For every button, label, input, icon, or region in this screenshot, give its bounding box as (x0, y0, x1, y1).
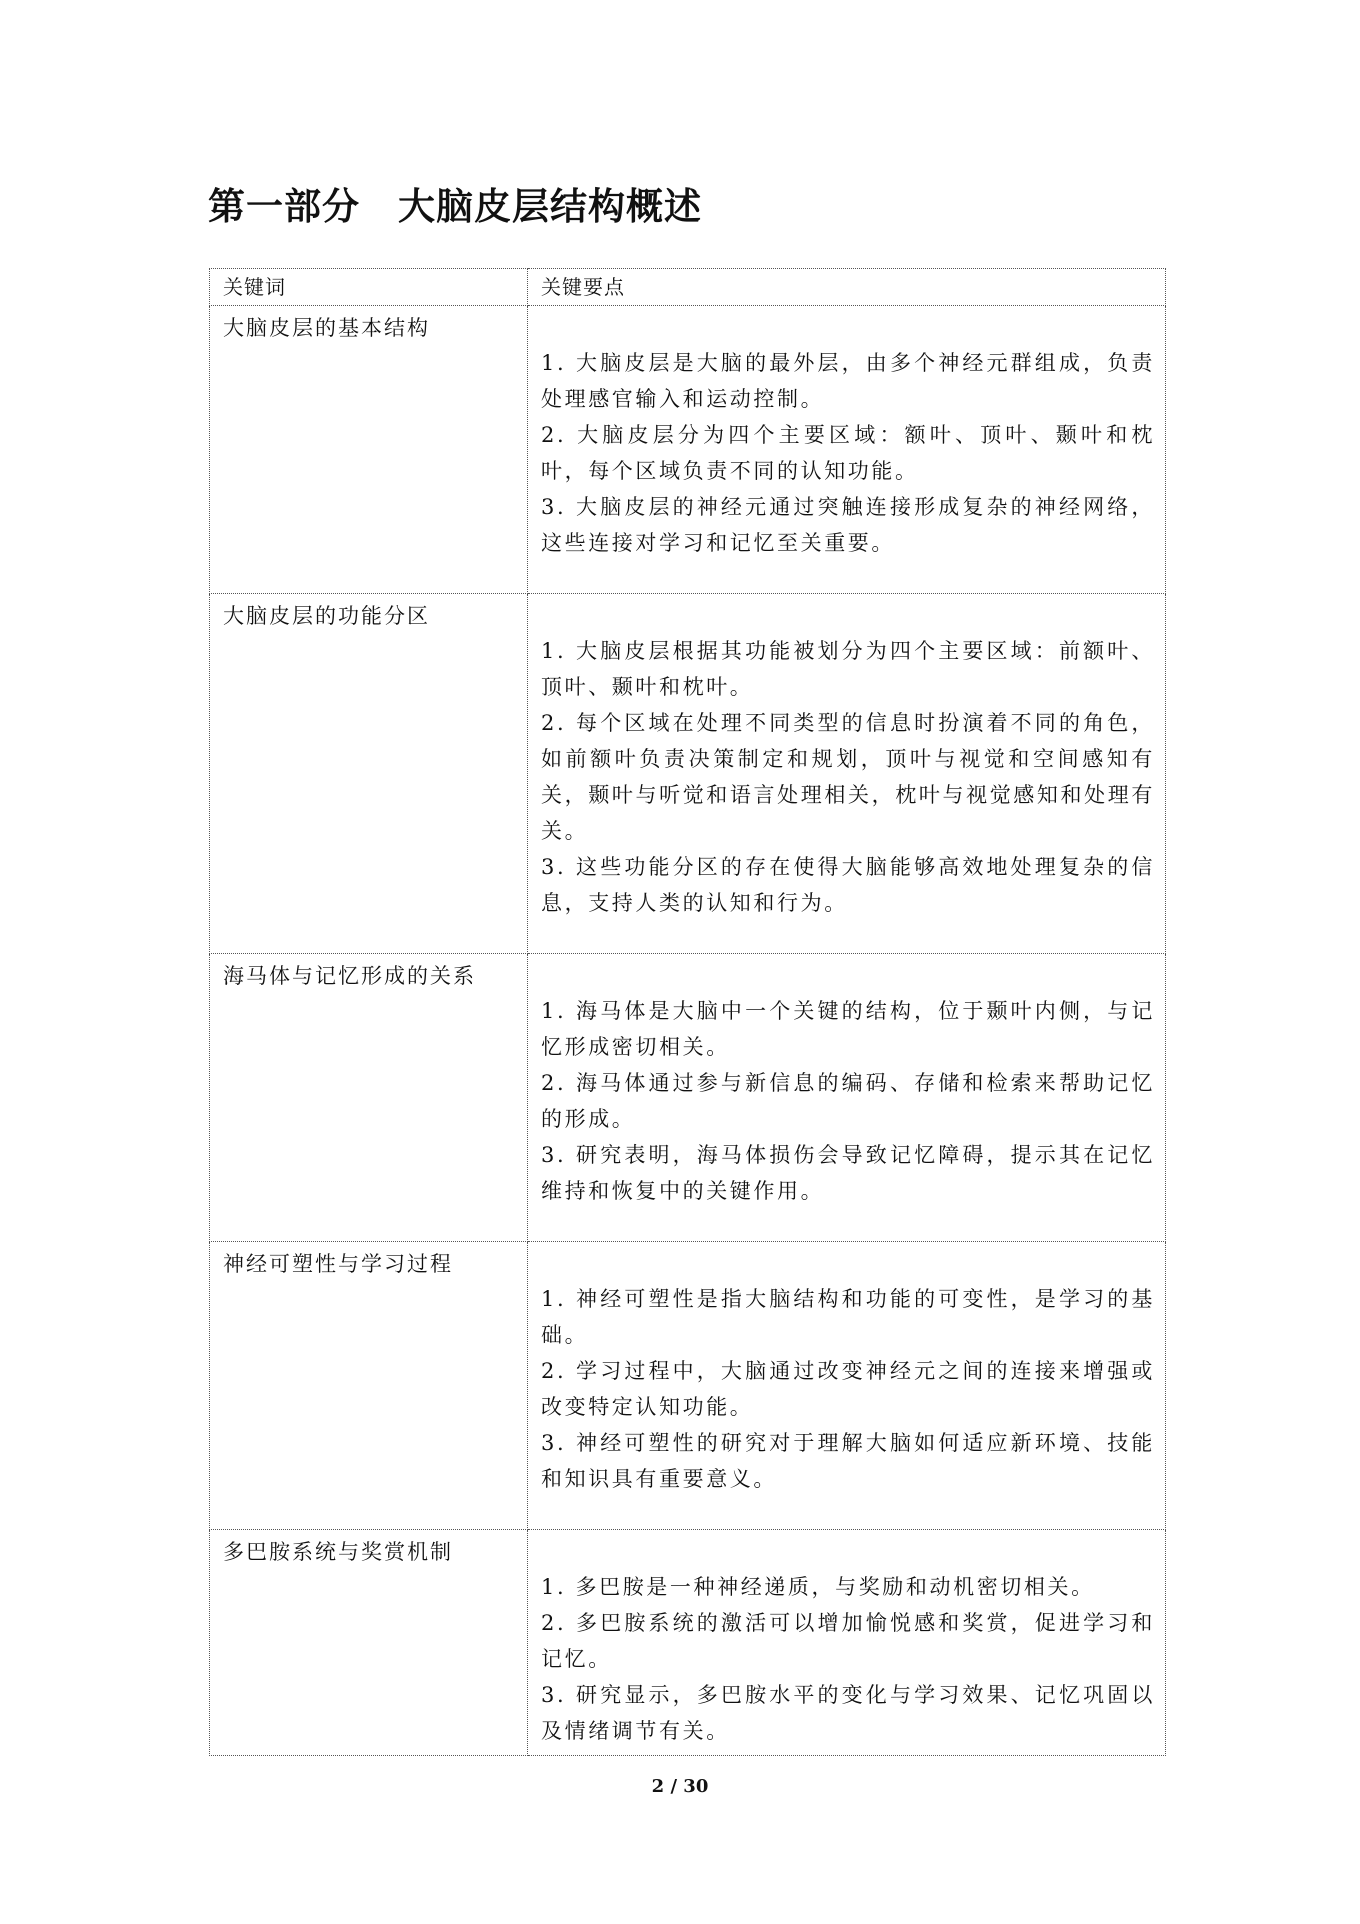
key-point: 3. 这些功能分区的存在使得大脑能够高效地处理复杂的信息，支持人类的认知和行为。 (541, 855, 1155, 915)
key-point: 2. 学习过程中，大脑通过改变神经元之间的连接来增强或改变特定认知功能。 (541, 1359, 1155, 1419)
key-point: 3. 神经可塑性的研究对于理解大脑如何适应新环境、技能和知识具有重要意义。 (541, 1431, 1155, 1491)
key-point: 1. 多巴胺是一种神经递质，与奖励和动机密切相关。 (541, 1575, 1095, 1599)
points-cell (528, 954, 1166, 1242)
header-points-cell (528, 269, 1166, 306)
key-point: 1. 大脑皮层是大脑的最外层，由多个神经元群组成，负责处理感官输入和运动控制。 (541, 351, 1155, 411)
header-keyword: 关键词 (223, 275, 286, 299)
keyword-cell: 大脑皮层的基本结构 (210, 306, 528, 594)
points-cell (528, 1530, 1166, 1756)
key-point: 1. 神经可塑性是指大脑结构和功能的可变性，是学习的基础。 (541, 1287, 1155, 1347)
keyword-cell: 多巴胺系统与奖赏机制 (210, 1530, 528, 1756)
page-number: 2 / 30 (651, 1776, 709, 1797)
key-point: 1. 海马体是大脑中一个关键的结构，位于颞叶内侧，与记忆形成密切相关。 (541, 999, 1155, 1059)
points-cell (528, 1242, 1166, 1530)
keyword-cell: 神经可塑性与学习过程 (210, 1242, 528, 1530)
key-point: 1. 大脑皮层根据其功能被划分为四个主要区域：前额叶、顶叶、颞叶和枕叶。 (541, 639, 1155, 699)
table-row (210, 594, 1166, 954)
keyword-cell: 海马体与记忆形成的关系 (210, 954, 528, 1242)
key-point: 3. 大脑皮层的神经元通过突触连接形成复杂的神经网络，这些连接对学习和记忆至关重要。 (541, 495, 1155, 555)
key-point: 2. 多巴胺系统的激活可以增加愉悦感和奖赏，促进学习和记忆。 (541, 1611, 1155, 1671)
key-point: 2. 大脑皮层分为四个主要区域：额叶、顶叶、颞叶和枕叶，每个区域负责不同的认知功能。 (541, 423, 1155, 483)
points-cell (528, 306, 1166, 594)
key-point: 2. 每个区域在处理不同类型的信息时扮演着不同的角色，如前额叶负责决策制定和规划，顶叶与视觉和空间感知有关，颞叶与听觉和语言处理相关，枕叶与视觉感知和处理有关。 (541, 711, 1155, 843)
keyword-cell: 大脑皮层的功能分区 (210, 594, 528, 954)
points-cell (528, 594, 1166, 954)
header-points: 关键要点 (541, 275, 625, 299)
header-keyword-cell (210, 269, 528, 306)
key-point: 3. 研究显示，多巴胺水平的变化与学习效果、记忆巩固以及情绪调节有关。 (541, 1683, 1155, 1743)
key-point: 3. 研究表明，海马体损伤会导致记忆障碍，提示其在记忆维持和恢复中的关键作用。 (541, 1143, 1155, 1203)
page-heading: 第一部分 大脑皮层结构概述 (208, 185, 702, 228)
keyword-table (209, 268, 1166, 1756)
table-header-row (210, 269, 1166, 306)
key-point: 2. 海马体通过参与新信息的编码、存储和检索来帮助记忆的形成。 (541, 1071, 1155, 1131)
table-row (210, 306, 1166, 594)
table-row (210, 1242, 1166, 1530)
table-row (210, 1530, 1166, 1756)
table-row (210, 954, 1166, 1242)
